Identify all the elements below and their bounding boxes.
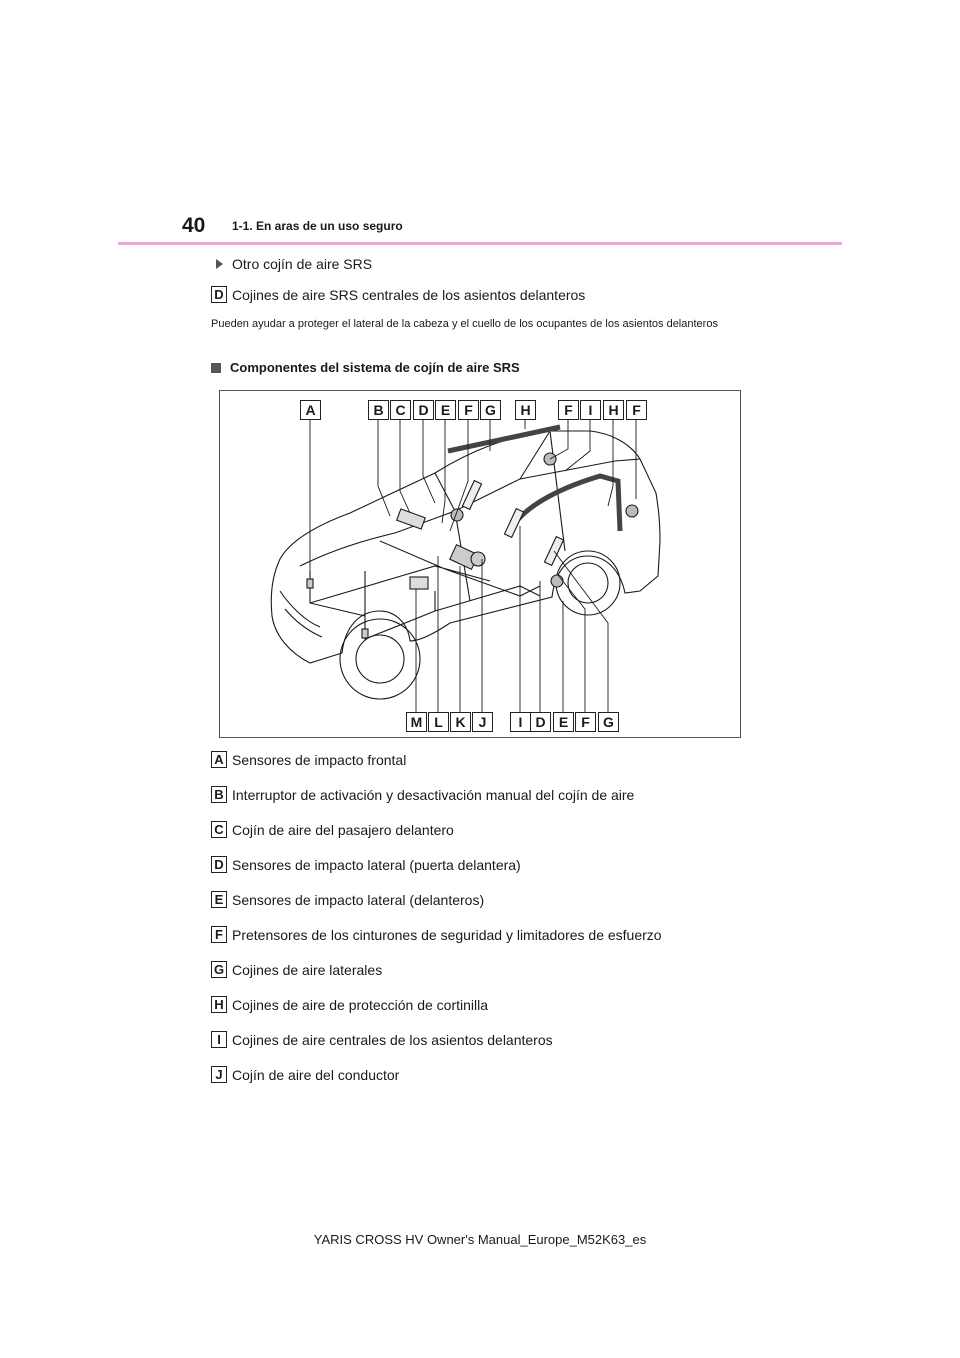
letter-box: J bbox=[211, 1066, 227, 1083]
triangle-bullet-icon bbox=[216, 259, 223, 269]
legend-text: Sensores de impacto lateral (puerta delantera) bbox=[232, 856, 521, 873]
legend-item-c bbox=[211, 821, 454, 838]
diagram-label-top-8: H bbox=[515, 400, 536, 420]
diagram-label-bottom-2: L bbox=[428, 712, 449, 732]
letter-box: C bbox=[211, 821, 227, 838]
diagram-label-bottom-3: K bbox=[450, 712, 471, 732]
front-sensor-right bbox=[362, 629, 368, 638]
diagram-label-top-12: F bbox=[626, 400, 647, 420]
diagram-label-bottom-8: F bbox=[575, 712, 596, 732]
car-illustration bbox=[220, 391, 741, 738]
diagram-label-top-6: F bbox=[458, 400, 479, 420]
legend-item-e bbox=[211, 891, 484, 908]
diagram-label-top-5: E bbox=[435, 400, 456, 420]
diagram-label-bottom-5: I bbox=[510, 712, 531, 732]
diagram-label-top-3: C bbox=[390, 400, 411, 420]
pretensioner-rear bbox=[551, 575, 563, 587]
curtain-airbag bbox=[448, 427, 620, 531]
side-airbag-right bbox=[504, 509, 523, 538]
letter-box: H bbox=[211, 996, 227, 1013]
legend-text: Cojines de aire laterales bbox=[232, 961, 383, 978]
letter-box: D bbox=[211, 856, 227, 873]
header-rule bbox=[118, 242, 842, 245]
diagram-label-bottom-6: D bbox=[530, 712, 551, 732]
legend-text: Pretensores de los cinturones de seguridad y limitadores de esfuerzo bbox=[232, 926, 662, 943]
heading-text: Componentes del sistema de cojín de aire SRS bbox=[230, 360, 520, 375]
wiring-harness bbox=[310, 541, 540, 639]
sub-item-text: Cojines de aire SRS centrales de los asientos delanteros bbox=[232, 286, 586, 303]
section-title: 1-1. En aras de un uso seguro bbox=[232, 219, 403, 233]
page-number: 40 bbox=[182, 214, 206, 237]
legend-item-g bbox=[211, 961, 382, 978]
legend-item-b bbox=[211, 786, 634, 803]
legend-item-d bbox=[211, 856, 521, 873]
pretensioner-back bbox=[626, 505, 638, 517]
side-airbag-left bbox=[462, 481, 481, 510]
manual-switch-component bbox=[397, 509, 426, 529]
rear-wheel bbox=[556, 551, 620, 615]
letter-box: D bbox=[211, 286, 227, 303]
legend-text: Cojín de aire del pasajero delantero bbox=[232, 821, 454, 838]
letter-box: E bbox=[211, 891, 227, 908]
footer-text: YARIS CROSS HV Owner's Manual_Europe_M52K63_es bbox=[313, 1232, 647, 1247]
legend-item-a bbox=[211, 751, 406, 768]
legend-text: Interruptor de activación y desactivación manual del cojín de aire bbox=[232, 786, 635, 803]
sub-item bbox=[211, 286, 585, 303]
front-wheel-hub bbox=[356, 635, 404, 683]
grille bbox=[280, 591, 322, 637]
diagram-label-bottom-1: M bbox=[406, 712, 427, 732]
ecu-component bbox=[410, 577, 428, 589]
diagram-label-top-7: G bbox=[480, 400, 501, 420]
bullet-line bbox=[214, 256, 372, 272]
diagram-label-bottom-9: G bbox=[598, 712, 619, 732]
front-wheel bbox=[340, 619, 420, 699]
letter-box: B bbox=[211, 786, 227, 803]
diagram-label-top-4: D bbox=[413, 400, 434, 420]
hood-line bbox=[300, 511, 455, 566]
letter-box: A bbox=[211, 751, 227, 768]
airbag-diagram bbox=[219, 390, 741, 738]
diagram-label-top-10: I bbox=[580, 400, 601, 420]
diagram-label-top-11: H bbox=[603, 400, 624, 420]
driver-airbag bbox=[471, 552, 485, 566]
legend-text: Sensores de impacto frontal bbox=[232, 751, 407, 768]
diagram-label-top-2: B bbox=[368, 400, 389, 420]
square-bullet-icon bbox=[211, 363, 221, 373]
leader-lines-bottom bbox=[416, 526, 608, 713]
letter-box: I bbox=[211, 1031, 227, 1048]
legend-item-j bbox=[211, 1066, 399, 1083]
diagram-label-bottom-7: E bbox=[553, 712, 574, 732]
roof-rail bbox=[520, 459, 640, 479]
legend-text: Sensores de impacto lateral (delanteros) bbox=[232, 891, 485, 908]
bullet-text: Otro cojín de aire SRS bbox=[232, 256, 373, 272]
note-text: Pueden ayudar a proteger el lateral de la cabeza y el cuello de los ocupantes de los asientos delanteros bbox=[211, 318, 718, 330]
diagram-label-top-9: F bbox=[558, 400, 579, 420]
car-body-outline bbox=[271, 431, 660, 663]
legend-item-f bbox=[211, 926, 662, 943]
letter-box: G bbox=[211, 961, 227, 978]
legend-item-h bbox=[211, 996, 488, 1013]
components-heading bbox=[211, 360, 520, 375]
legend-text: Cojines de aire de protección de cortinilla bbox=[232, 996, 489, 1013]
diagram-label-top-1: A bbox=[300, 400, 321, 420]
diagram-label-bottom-4: J bbox=[472, 712, 493, 732]
legend-text: Cojines de aire centrales de los asientos delanteros bbox=[232, 1031, 553, 1048]
legend-text: Cojín de aire del conductor bbox=[232, 1066, 400, 1083]
letter-box: F bbox=[211, 926, 227, 943]
front-sensor-left bbox=[307, 579, 313, 588]
legend-item-i bbox=[211, 1031, 553, 1048]
